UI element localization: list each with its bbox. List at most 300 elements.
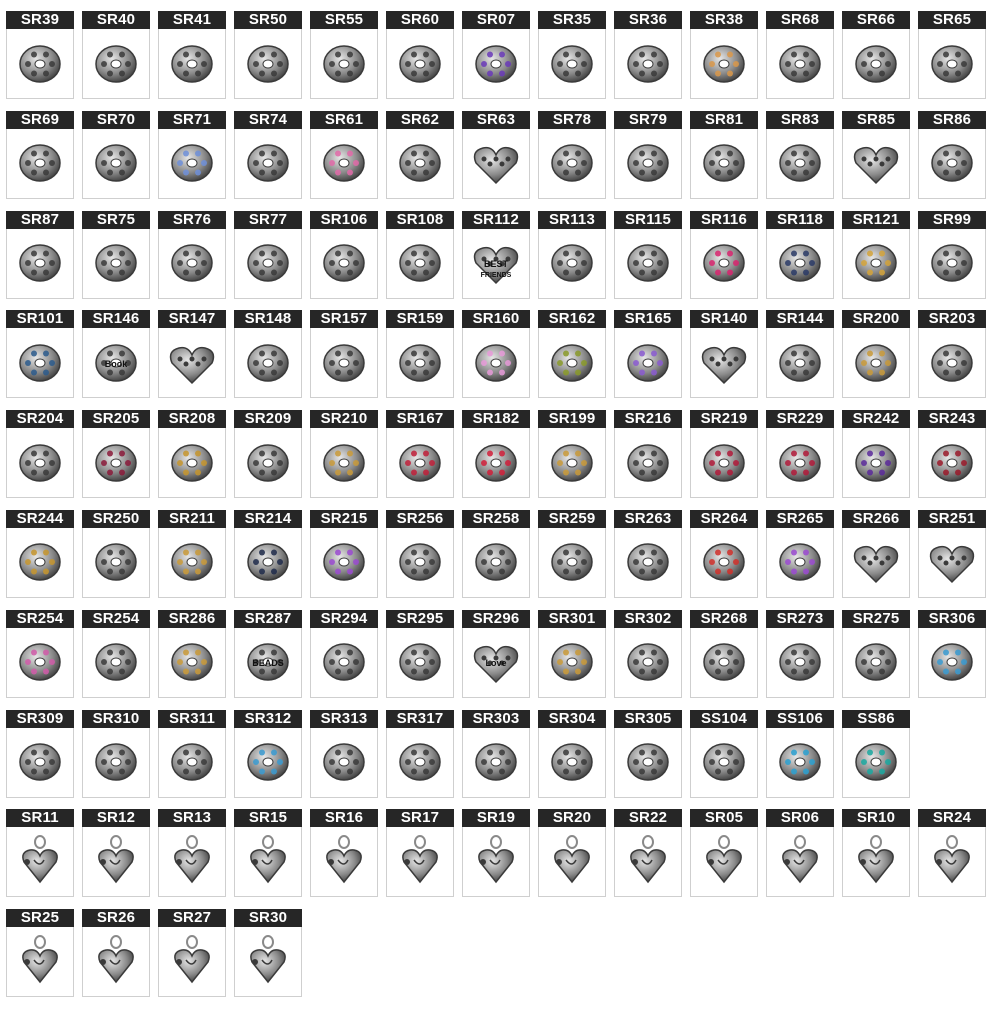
product-image[interactable]	[690, 628, 758, 698]
product-tile[interactable]	[82, 610, 150, 698]
product-image[interactable]	[6, 927, 74, 997]
product-image[interactable]	[386, 827, 454, 897]
product-tile[interactable]	[310, 710, 378, 798]
product-tile[interactable]	[842, 710, 910, 798]
product-image[interactable]	[6, 728, 74, 798]
product-tile[interactable]	[6, 710, 74, 798]
product-image[interactable]	[842, 428, 910, 498]
product-image[interactable]	[6, 328, 74, 398]
product-image[interactable]	[6, 628, 74, 698]
product-image[interactable]	[6, 528, 74, 598]
product-image[interactable]	[6, 229, 74, 299]
product-tile[interactable]	[234, 310, 302, 398]
product-tile[interactable]	[6, 909, 74, 997]
product-tile[interactable]	[462, 211, 530, 299]
product-tile[interactable]	[158, 510, 226, 598]
product-image[interactable]	[82, 29, 150, 99]
product-code-label: SR25	[6, 909, 74, 927]
product-tile[interactable]	[158, 710, 226, 798]
product-tile[interactable]	[690, 610, 758, 698]
product-tile[interactable]	[234, 809, 302, 897]
grid-row	[6, 211, 990, 311]
product-image[interactable]	[918, 827, 986, 897]
product-code-label: SR162	[538, 310, 606, 328]
product-image[interactable]	[158, 129, 226, 199]
product-tile[interactable]	[842, 410, 910, 498]
product-tile[interactable]	[234, 610, 302, 698]
product-code-label: SR15	[234, 809, 302, 827]
berry-bead-icon	[846, 632, 906, 692]
product-image[interactable]	[690, 528, 758, 598]
product-image[interactable]	[842, 129, 910, 199]
product-tile[interactable]	[690, 310, 758, 398]
product-tile[interactable]	[918, 11, 986, 99]
product-image[interactable]	[6, 29, 74, 99]
product-image[interactable]	[158, 728, 226, 798]
product-tile[interactable]	[918, 310, 986, 398]
product-tile[interactable]	[82, 211, 150, 299]
product-image[interactable]	[386, 728, 454, 798]
violet-stone-bead-icon	[314, 532, 374, 592]
product-image[interactable]	[538, 827, 606, 897]
product-tile[interactable]	[614, 11, 682, 99]
product-image[interactable]	[766, 129, 834, 199]
product-image[interactable]	[234, 328, 302, 398]
product-image[interactable]	[918, 528, 986, 598]
product-tile[interactable]	[158, 410, 226, 498]
product-image[interactable]	[614, 728, 682, 798]
barrel-bead-icon	[86, 632, 146, 692]
product-image[interactable]	[690, 827, 758, 897]
product-tile[interactable]	[766, 710, 834, 798]
product-tile[interactable]	[82, 909, 150, 997]
product-code-label: SR294	[310, 610, 378, 628]
product-tile[interactable]	[234, 410, 302, 498]
product-tile[interactable]	[538, 11, 606, 99]
product-image[interactable]	[538, 129, 606, 199]
product-image[interactable]	[918, 628, 986, 698]
product-image[interactable]	[462, 328, 530, 398]
product-image[interactable]	[234, 628, 302, 698]
product-tile[interactable]	[462, 610, 530, 698]
product-image[interactable]	[82, 129, 150, 199]
product-tile[interactable]	[82, 510, 150, 598]
clover-bead-icon	[922, 34, 982, 94]
product-image[interactable]	[310, 129, 378, 199]
product-tile[interactable]	[82, 710, 150, 798]
product-tile[interactable]	[6, 510, 74, 598]
product-image[interactable]	[842, 728, 910, 798]
product-image[interactable]	[462, 29, 530, 99]
heart-charm-icon	[922, 532, 982, 592]
product-tile[interactable]	[690, 710, 758, 798]
product-image[interactable]	[158, 428, 226, 498]
product-code-label: SR216	[614, 410, 682, 428]
heart-letter-pendant-icon	[86, 932, 146, 992]
product-image[interactable]	[918, 428, 986, 498]
product-image[interactable]	[614, 628, 682, 698]
heart-letter-pendant-icon	[390, 832, 450, 892]
product-tile[interactable]	[842, 111, 910, 199]
product-tile[interactable]	[6, 809, 74, 897]
pink-stone-charm-icon	[314, 133, 374, 193]
heart-letter-pendant-icon	[694, 832, 754, 892]
product-tile[interactable]	[82, 111, 150, 199]
blue-pattern-bead-icon	[770, 233, 830, 293]
product-image[interactable]	[234, 827, 302, 897]
product-tile[interactable]	[918, 211, 986, 299]
product-tile[interactable]	[462, 510, 530, 598]
product-tile[interactable]	[234, 710, 302, 798]
product-image[interactable]	[386, 328, 454, 398]
product-tile[interactable]	[386, 11, 454, 99]
product-tile[interactable]	[386, 610, 454, 698]
product-tile[interactable]	[158, 111, 226, 199]
product-image[interactable]	[310, 428, 378, 498]
product-image[interactable]	[310, 827, 378, 897]
product-tile[interactable]	[690, 410, 758, 498]
product-tile[interactable]	[6, 310, 74, 398]
product-tile[interactable]	[386, 710, 454, 798]
product-code-label: SR79	[614, 111, 682, 129]
product-image[interactable]	[158, 528, 226, 598]
purple-stone-bead-icon	[618, 333, 678, 393]
product-image[interactable]	[690, 428, 758, 498]
product-image[interactable]	[386, 29, 454, 99]
product-image[interactable]	[538, 328, 606, 398]
product-image[interactable]	[690, 328, 758, 398]
blue-stone-bead-icon	[922, 632, 982, 692]
product-tile[interactable]	[538, 510, 606, 598]
product-tile[interactable]	[158, 610, 226, 698]
product-image[interactable]	[842, 528, 910, 598]
product-image[interactable]	[614, 129, 682, 199]
product-image[interactable]	[386, 229, 454, 299]
product-image[interactable]	[842, 628, 910, 698]
product-image[interactable]	[234, 728, 302, 798]
product-tile[interactable]	[310, 510, 378, 598]
product-image[interactable]	[766, 229, 834, 299]
product-tile[interactable]	[6, 211, 74, 299]
product-image[interactable]	[614, 29, 682, 99]
product-tile[interactable]	[538, 410, 606, 498]
product-tile[interactable]	[234, 11, 302, 99]
product-code-label: SR312	[234, 710, 302, 728]
product-image[interactable]	[82, 528, 150, 598]
pattern-bead-icon	[694, 732, 754, 792]
product-image[interactable]	[310, 328, 378, 398]
product-image[interactable]	[386, 129, 454, 199]
product-tile[interactable]	[386, 310, 454, 398]
product-tile[interactable]	[538, 809, 606, 897]
product-code-label: SR159	[386, 310, 454, 328]
product-tile[interactable]	[462, 111, 530, 199]
product-tile[interactable]	[386, 809, 454, 897]
grid-row	[6, 809, 990, 909]
product-image[interactable]	[158, 927, 226, 997]
product-tile[interactable]	[842, 809, 910, 897]
product-code-label: SR229	[766, 410, 834, 428]
product-code-label: SR101	[6, 310, 74, 328]
product-tile[interactable]	[614, 111, 682, 199]
product-code-label: SR40	[82, 11, 150, 29]
product-tile[interactable]	[614, 310, 682, 398]
product-tile[interactable]	[766, 11, 834, 99]
product-tile[interactable]	[766, 111, 834, 199]
product-image[interactable]	[842, 229, 910, 299]
product-tile[interactable]	[766, 610, 834, 698]
product-tile[interactable]	[158, 11, 226, 99]
product-image[interactable]	[690, 129, 758, 199]
product-tile[interactable]	[690, 809, 758, 897]
pebble-bead-icon	[10, 133, 70, 193]
product-image[interactable]	[234, 29, 302, 99]
product-tile[interactable]	[614, 610, 682, 698]
product-image[interactable]	[234, 528, 302, 598]
product-image[interactable]	[310, 528, 378, 598]
product-image[interactable]	[766, 528, 834, 598]
product-code-label: SR266	[842, 510, 910, 528]
product-image[interactable]	[386, 628, 454, 698]
product-tile[interactable]	[6, 111, 74, 199]
product-image[interactable]	[6, 129, 74, 199]
product-image[interactable]	[918, 328, 986, 398]
product-code-label: SR304	[538, 710, 606, 728]
product-image[interactable]	[234, 428, 302, 498]
product-image[interactable]	[234, 229, 302, 299]
red-stone-bead-icon	[390, 433, 450, 493]
product-tile[interactable]	[82, 809, 150, 897]
product-tile[interactable]	[690, 111, 758, 199]
product-tile[interactable]	[614, 809, 682, 897]
turtle-charm-icon	[846, 34, 906, 94]
product-tile[interactable]	[462, 710, 530, 798]
product-tile[interactable]	[614, 710, 682, 798]
product-code-label: SR07	[462, 11, 530, 29]
product-image[interactable]	[766, 29, 834, 99]
product-tile[interactable]	[538, 111, 606, 199]
product-code-label: SR10	[842, 809, 910, 827]
product-image[interactable]	[234, 129, 302, 199]
product-tile[interactable]	[842, 310, 910, 398]
product-code-label: SR254	[82, 610, 150, 628]
product-code-label: SR215	[310, 510, 378, 528]
product-image[interactable]	[462, 628, 530, 698]
star-bead-icon	[618, 233, 678, 293]
product-tile[interactable]	[310, 11, 378, 99]
product-tile[interactable]	[82, 310, 150, 398]
product-image[interactable]	[614, 428, 682, 498]
product-tile[interactable]	[6, 410, 74, 498]
product-image[interactable]	[158, 827, 226, 897]
product-image[interactable]	[310, 29, 378, 99]
product-tile[interactable]	[538, 211, 606, 299]
product-tile[interactable]	[82, 410, 150, 498]
product-image[interactable]	[386, 528, 454, 598]
filigree-bead-icon	[10, 34, 70, 94]
product-image[interactable]	[82, 827, 150, 897]
product-tile[interactable]	[386, 410, 454, 498]
product-tile[interactable]	[766, 211, 834, 299]
product-image[interactable]	[158, 229, 226, 299]
product-image[interactable]	[538, 428, 606, 498]
product-image[interactable]	[766, 827, 834, 897]
product-image[interactable]	[462, 728, 530, 798]
product-image[interactable]	[538, 229, 606, 299]
charm-text: FRIENDS	[480, 272, 512, 280]
product-code-label: SR62	[386, 111, 454, 129]
product-code-label: SR99	[918, 211, 986, 229]
product-tile[interactable]	[538, 310, 606, 398]
product-tile[interactable]	[234, 111, 302, 199]
product-image[interactable]	[462, 827, 530, 897]
product-image[interactable]	[614, 229, 682, 299]
product-tile[interactable]	[614, 510, 682, 598]
product-code-label: SR06	[766, 809, 834, 827]
product-tile[interactable]	[462, 11, 530, 99]
product-tile[interactable]	[766, 809, 834, 897]
oval-lace-bead-icon	[238, 333, 298, 393]
product-image[interactable]	[82, 628, 150, 698]
product-image[interactable]	[538, 728, 606, 798]
product-tile[interactable]	[234, 211, 302, 299]
product-image[interactable]	[82, 328, 150, 398]
product-image[interactable]	[842, 29, 910, 99]
product-image[interactable]	[462, 229, 530, 299]
product-image[interactable]	[462, 428, 530, 498]
blue-enamel-heart-bead-icon	[770, 732, 830, 792]
flower-spacer-bead-icon	[922, 333, 982, 393]
product-tile[interactable]	[82, 11, 150, 99]
product-tile[interactable]	[158, 909, 226, 997]
product-image[interactable]	[310, 728, 378, 798]
product-image[interactable]	[766, 428, 834, 498]
product-image[interactable]	[614, 528, 682, 598]
product-image[interactable]	[766, 728, 834, 798]
product-code-label: SR265	[766, 510, 834, 528]
product-code-label: SR12	[82, 809, 150, 827]
product-tile[interactable]	[918, 111, 986, 199]
product-image[interactable]	[234, 927, 302, 997]
product-tile[interactable]	[614, 211, 682, 299]
star-pattern-bead-icon	[86, 34, 146, 94]
pink-stone-bead-icon	[466, 333, 526, 393]
product-tile[interactable]	[766, 310, 834, 398]
product-tile[interactable]	[6, 610, 74, 698]
product-image[interactable]	[766, 628, 834, 698]
product-image[interactable]	[462, 528, 530, 598]
product-tile[interactable]	[310, 111, 378, 199]
product-tile[interactable]	[918, 610, 986, 698]
product-image[interactable]	[918, 229, 986, 299]
heart-filigree-bead-icon	[466, 133, 526, 193]
flower-bead-icon	[390, 333, 450, 393]
product-image[interactable]	[158, 328, 226, 398]
enamel-stripe-bead-icon	[10, 333, 70, 393]
product-image[interactable]	[766, 328, 834, 398]
product-image[interactable]	[614, 827, 682, 897]
heart-letter-pendant-icon	[238, 832, 298, 892]
product-tile[interactable]	[310, 310, 378, 398]
product-tile[interactable]	[766, 510, 834, 598]
product-image[interactable]	[82, 229, 150, 299]
product-image[interactable]	[538, 628, 606, 698]
product-tile[interactable]	[234, 510, 302, 598]
product-image[interactable]	[6, 827, 74, 897]
product-code-label: SR204	[6, 410, 74, 428]
product-image[interactable]	[918, 29, 986, 99]
product-tile[interactable]	[158, 809, 226, 897]
product-code-label: SR87	[6, 211, 74, 229]
product-image[interactable]	[82, 927, 150, 997]
product-tile[interactable]	[310, 610, 378, 698]
product-tile[interactable]	[842, 211, 910, 299]
product-image[interactable]	[842, 827, 910, 897]
product-tile[interactable]	[538, 610, 606, 698]
product-tile[interactable]	[310, 809, 378, 897]
product-image[interactable]	[158, 628, 226, 698]
product-tile[interactable]	[918, 410, 986, 498]
product-tile[interactable]	[842, 610, 910, 698]
product-image[interactable]	[310, 229, 378, 299]
product-image[interactable]	[158, 29, 226, 99]
product-image[interactable]	[538, 29, 606, 99]
product-tile[interactable]	[310, 410, 378, 498]
product-tile[interactable]	[918, 510, 986, 598]
product-image[interactable]	[842, 328, 910, 398]
product-tile[interactable]	[158, 211, 226, 299]
product-image[interactable]	[690, 29, 758, 99]
product-code-label: SR30	[234, 909, 302, 927]
product-tile[interactable]	[462, 310, 530, 398]
product-image[interactable]	[690, 229, 758, 299]
product-image[interactable]	[82, 728, 150, 798]
product-tile[interactable]	[690, 11, 758, 99]
product-tile[interactable]	[842, 510, 910, 598]
product-tile[interactable]	[158, 310, 226, 398]
product-tile[interactable]	[386, 510, 454, 598]
product-tile[interactable]	[462, 809, 530, 897]
product-tile[interactable]	[386, 211, 454, 299]
product-image[interactable]	[614, 328, 682, 398]
product-tile[interactable]	[386, 111, 454, 199]
product-image[interactable]	[918, 129, 986, 199]
product-image[interactable]	[386, 428, 454, 498]
product-tile[interactable]	[310, 211, 378, 299]
product-image[interactable]	[82, 428, 150, 498]
product-image[interactable]	[690, 728, 758, 798]
product-tile[interactable]	[766, 410, 834, 498]
product-tile[interactable]	[690, 211, 758, 299]
product-image[interactable]	[538, 528, 606, 598]
product-tile[interactable]	[6, 11, 74, 99]
product-tile[interactable]	[538, 710, 606, 798]
product-code-label: SR167	[386, 410, 454, 428]
product-tile[interactable]	[918, 809, 986, 897]
product-code-label: SR209	[234, 410, 302, 428]
product-code-label: SR203	[918, 310, 986, 328]
doll-charm-icon	[694, 632, 754, 692]
product-image[interactable]	[310, 628, 378, 698]
product-tile[interactable]	[462, 410, 530, 498]
product-tile[interactable]	[234, 909, 302, 997]
product-image[interactable]	[6, 428, 74, 498]
product-tile[interactable]	[842, 11, 910, 99]
cross-pattern-bead-icon	[694, 133, 754, 193]
product-tile[interactable]	[690, 510, 758, 598]
product-tile[interactable]	[614, 410, 682, 498]
product-image[interactable]	[462, 129, 530, 199]
